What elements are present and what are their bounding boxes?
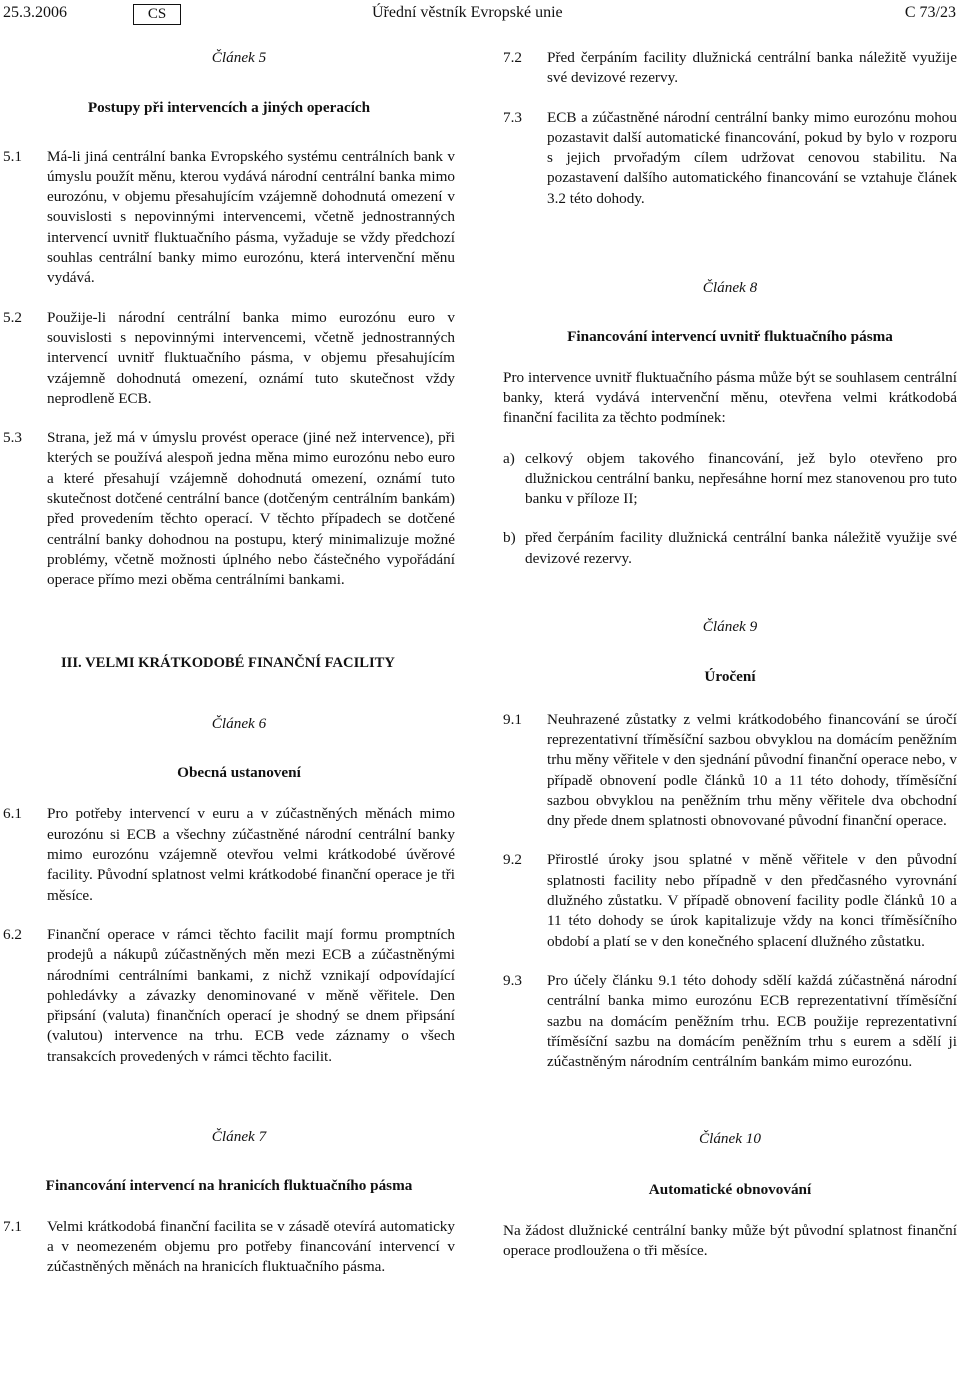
right-column <box>503 48 957 1262</box>
article-5-title: Postupy při intervencích a jiných operacích <box>87 99 371 117</box>
article-10-number: Článek 10 <box>698 1130 761 1148</box>
article-6-title: Obecná ustanovení <box>177 764 301 782</box>
item-text: před čerpáním facility dlužnická centrální banka náležitě využije své devizové rezervy. <box>525 529 957 567</box>
paragraph-number: 7.1 <box>3 1217 22 1235</box>
paragraph-number: 5.3 <box>3 429 22 447</box>
paragraph-text: Neuhrazené zůstatky z velmi krátkodobého financování se úročí reprezentativní tříměsíční sazbou obvyklou na domácím peněžním trhu měny věřitele v den sjednání původní finanční operace nebo, v případě obnovení podle článků 10 a 11 této dohody, tříměsíční sazbou obvyklou na peněžním trhu měny věřitele dva obchodní dny přede dnem splatnosti obnovované původní finanční operace. <box>547 710 957 830</box>
paragraph-6-1 <box>3 804 455 905</box>
paragraph-text: Přirostlé úroky jsou splatné v měně věřitele v den původní splatnosti facility nebo případně v den předčasného vyrovnání dlužného zůstatku. V případě obnovení facility podle článků 10 a 11 této dohody se úrok kapitalizuje vždy na konci tříměsíčního období a platí se v den konečného splacení dlužného zůstatku. <box>547 851 957 950</box>
item-marker: b) <box>503 529 516 547</box>
paragraph-7-3 <box>503 108 957 209</box>
condition-b <box>503 528 957 569</box>
paragraph-number: 5.1 <box>3 147 22 165</box>
paragraph-text: Pro účely článku 9.1 této dohody sdělí každá zúčastněná národní centrální banka mimo eurozónu ECB reprezentativní tříměsíční sazbu na domácím peněžním trhu. ECB použije reprezentativní tříměsíční sazbu na domácím peněžním trhu s eurem a sdělí ji zúčastněným národním centrálním bankám mimo eurozónu. <box>547 971 957 1071</box>
paragraph-5-3 <box>3 428 455 590</box>
article-10-title: Automatické obnovování <box>648 1180 812 1198</box>
paragraph-number: 6.2 <box>3 925 22 943</box>
paragraph-number: 9.2 <box>503 851 522 869</box>
article-8-number: Článek 8 <box>702 279 758 297</box>
article-7-title: Financování intervencí na hranicích fluktuačního pásma <box>45 1177 413 1195</box>
header-date: 25.3.2006 <box>3 4 67 21</box>
paragraph-5-1 <box>3 147 455 289</box>
paragraph-text: Finanční operace v rámci těchto facilit mají formu promptních prodejů a nákupů zúčastněných měn mezi ECB a zúčastněnými národními centrálními bankami, z nichž vznikají odpovídající pohledávky a závazky denominované v měně věřitele. Den připsání (valuta) finančních operací je shodný se dnem připsání (valutou) intervence na trhu. ECB vede záznamy o všech transakcích provedených v rámci těchto facilit. <box>47 925 455 1065</box>
paragraph-text: Má-li jiná centrální banka Evropského systému centrálních bank v úmyslu použít měnu, kterou vydává národní centrální banka mimo eurozónu, v objemu přesahujícím vzájemně dohodnutá omezení v souvislosti s nepovinnými intervencemi, včetně jednostranných intervencí uvnitř fluktuačního pásma, vyžaduje se vždy předchozí souhlas centrální banky mimo eurozónu, která intervenční měnu vydává. <box>47 147 455 287</box>
paragraph-text: Použije-li národní centrální banka mimo eurozónu euro v souvislosti s nepovinnými intervencemi, včetně jednostranných intervencí uvnitř fluktuačního pásma, v objemu přesahujícím vzájemně dohodnutá omezení, oznámí tuto skutečnost vždy neprodleně ECB. <box>47 308 455 407</box>
paragraph-text: Velmi krátkodobá finanční facilita se v zásadě otevírá automaticky a v neomezeném objemu pro potřeby financování intervencí v zúčastněných měnách na hranicích fluktuačního pásma. <box>47 1217 455 1276</box>
paragraph-9-2 <box>503 850 957 951</box>
item-marker: a) <box>503 449 515 467</box>
journal-title: Úřední věstník Evropské unie <box>372 4 563 21</box>
item-text: celkový objem takového financování, jež bylo otevřeno pro dlužnickou centrální banku, nepřesáhne horní mez stanovenou pro tuto banku v příloze II; <box>525 449 957 508</box>
paragraph-7-2 <box>503 48 957 89</box>
article-9-title: Úročení <box>704 668 756 686</box>
page-number: C 73/23 <box>904 4 956 21</box>
language-badge: CS <box>133 4 181 25</box>
article-7-number: Článek 7 <box>211 1127 267 1145</box>
paragraph-number: 7.3 <box>503 108 522 126</box>
paragraph-6-2 <box>3 925 455 1067</box>
condition-a <box>503 449 957 510</box>
paragraph-9-3 <box>503 971 957 1072</box>
article-8-title: Financování intervencí uvnitř fluktuačního pásma <box>567 328 893 346</box>
article-6-number: Článek 6 <box>211 714 267 732</box>
paragraph-text: Před čerpáním facility dlužnická centrální banka náležitě využije své devizové rezervy. <box>547 49 957 87</box>
paragraph-text: ECB a zúčastněné národní centrální banky mimo eurozónu mohou pozastavit další automatické financování, pokud by bylo v rozporu s jejich prvořadým cílem udržovat cenovou stabilitu. Na pozastavení dalšího automatického financování se vztahuje článek 3.2 této dohody. <box>547 108 957 207</box>
article-5-number: Článek 5 <box>211 49 267 66</box>
paragraph-5-2 <box>3 308 455 409</box>
paragraph-number: 9.3 <box>503 971 522 989</box>
paragraph-text: Pro potřeby intervencí v euru a v zúčastněných měnách mimo eurozónu si ECB a všechny zúčastněné národní centrální banky mimo eurozónu vzájemně otevřou velmi krátkodobé úvěrové facility. Původní splatnost velmi krátkodobé finanční operace je tři měsíce. <box>47 805 455 904</box>
article-8-intro: Pro intervence uvnitř fluktuačního pásma může být se souhlasem centrální banky, která vydává intervenční měnu, otevřena velmi krátkodobá finanční facilita za těchto podmínek: <box>503 368 957 427</box>
paragraph-text: Strana, jež má v úmyslu provést operace (jiné než intervence), při kterých se používá alespoň jedna měna mimo eurozónu nebo euro a které přesahují vzájemně dohodnutá omezení, oznámí tuto skutečnost dotčené centrální bance (dotčeným centrálním bankám) před provedením těchto operací. V těchto případech se dotčené centrální banky dohodnou na postupu, který minimalizuje možné problémy, včetně možnosti úplného nebo částečného vypořádání operace přímo mezi oběma centrálními bankami. <box>47 429 455 589</box>
section-title: III. VELMI KRÁTKODOBÉ FINANČNÍ FACILITY <box>61 654 395 671</box>
article-9-number: Článek 9 <box>702 618 758 636</box>
paragraph-number: 7.2 <box>503 49 522 66</box>
article-10-text: Na žádost dlužnické centrální banky může být původní splatnost finanční operace prodloužena o tři měsíce. <box>503 1221 957 1260</box>
paragraph-number: 5.2 <box>3 308 22 326</box>
paragraph-9-1 <box>503 710 957 832</box>
paragraph-7-1 <box>3 1217 455 1278</box>
paragraph-number: 9.1 <box>503 710 522 728</box>
page-header <box>0 3 960 29</box>
left-column <box>3 48 455 1277</box>
paragraph-number: 6.1 <box>3 805 22 823</box>
